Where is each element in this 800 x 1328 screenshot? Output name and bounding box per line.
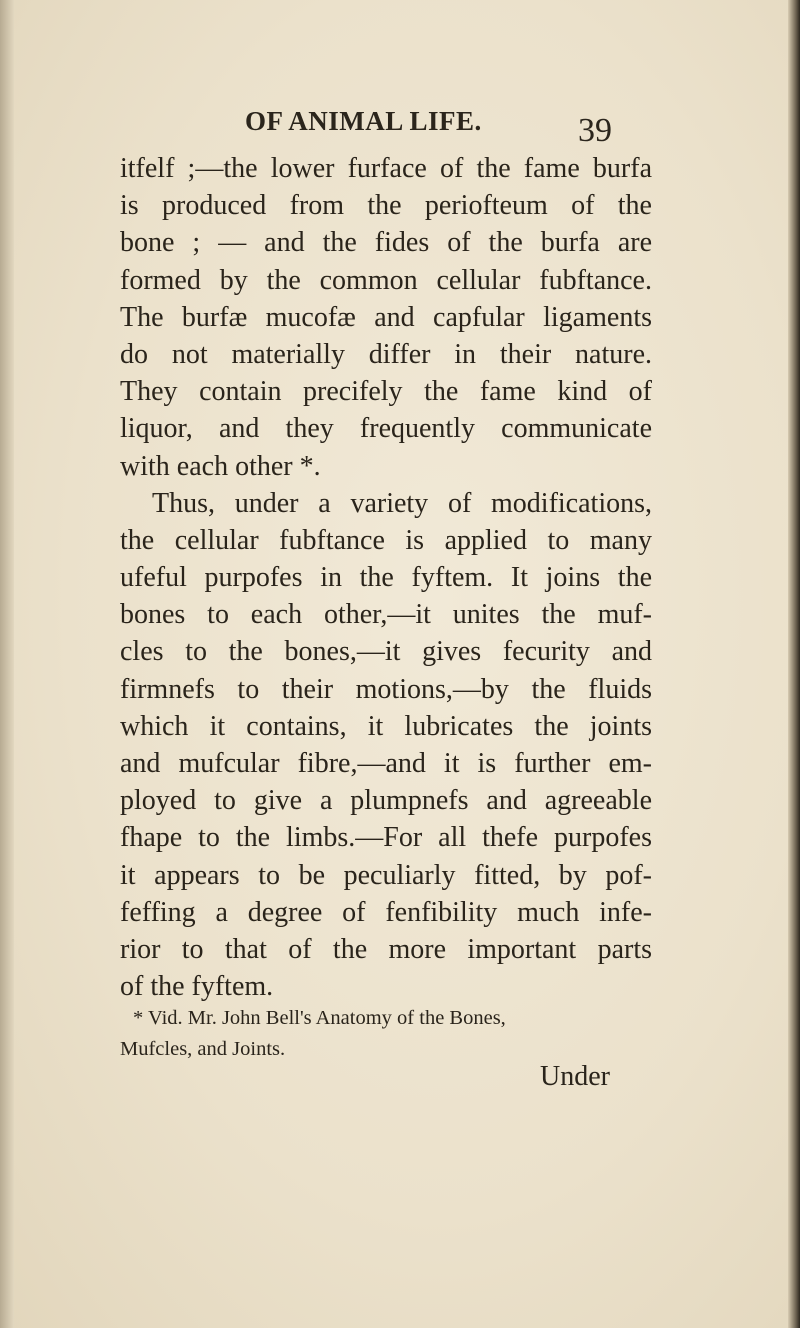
footnote-line: * Vid. Mr. John Bell's Anatomy of the Bones,: [133, 1007, 506, 1029]
catchword: Under: [540, 1061, 610, 1092]
text-line: of the fyftem.: [120, 971, 274, 1003]
text-line: is produced from the periofteum of the: [120, 190, 652, 222]
text-line: do not materially differ in their nature.: [120, 338, 652, 370]
text-line: itfelf ;—the lower furface of the fame burfa: [120, 153, 652, 184]
text-line: cles to the bones,—it gives fecurity and: [120, 636, 652, 668]
page-right-edge: [788, 0, 800, 1328]
text-line: firmnefs to their motions,—by the fluids: [120, 673, 652, 705]
text-line: bones to each other,—it unites the muf-: [120, 599, 652, 631]
text-line: Thus, under a variety of modifications,: [152, 487, 652, 519]
footnote-line: Mufcles, and Joints.: [120, 1038, 286, 1060]
text-line: it appears to be peculiarly fitted, by pof-: [120, 859, 652, 891]
text-line: feffing a degree of fenfibility much infe-: [120, 896, 652, 928]
running-head: OF ANIMAL LIFE.: [245, 106, 482, 136]
text-line: ufeful purpofes in the fyftem. It joins the: [120, 562, 652, 594]
text-line: the cellular fubftance is applied to many: [120, 524, 652, 556]
page-left-edge: [0, 0, 14, 1328]
text-line: fhape to the limbs.—For all thefe purpofes: [120, 822, 652, 854]
text-line: with each other *.: [120, 450, 321, 482]
text-line: and mufcular fibre,—and it is further em-: [120, 748, 652, 779]
text-line: They contain precifely the fame kind of: [120, 376, 652, 408]
text-line: ployed to give a plumpnefs and agreeable: [120, 785, 652, 817]
text-line: liquor, and they frequently communicate: [120, 413, 652, 445]
text-line: formed by the common cellular fubftance.: [120, 264, 652, 296]
text-line: rior to that of the more important parts: [120, 933, 652, 965]
text-line: The burfæ mucofæ and capfular ligaments: [120, 301, 652, 333]
text-line: which it contains, it lubricates the joints: [120, 710, 652, 742]
page-number: 39: [578, 112, 612, 149]
footnote: [120, 1003, 660, 1065]
text-line: bone ; — and the fides of the burfa are: [120, 227, 652, 259]
body-text: [120, 150, 652, 1005]
